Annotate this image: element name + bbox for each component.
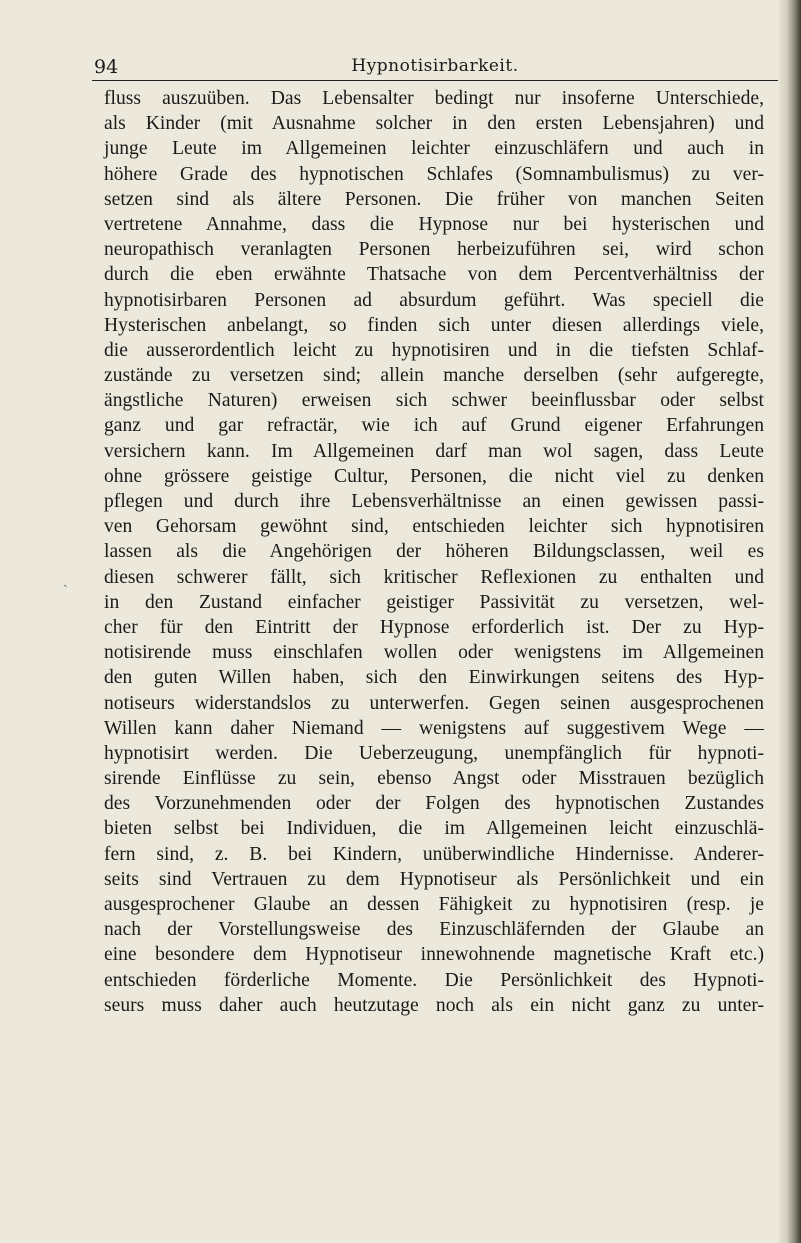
- text-line: als Kinder (mit Ausnahme solcher in den ersten Lebensjahren) und: [104, 113, 764, 135]
- text-line: fluss auszuüben. Das Lebensalter bedingt nur insoferne Unterschiede,: [104, 88, 764, 109]
- text-line: nach der Vorstellungsweise des Einzuschläfernden der Glaube an: [104, 919, 764, 941]
- text-line: eine besondere dem Hypnotiseur innewohnende magnetische Kraft etc.): [104, 944, 764, 966]
- margin-mark: ˏ: [63, 572, 68, 588]
- text-line: entschieden förderliche Momente. Die Persönlichkeit des Hypnoti-: [104, 969, 764, 991]
- text-line: setzen sind als ältere Personen. Die früher von manchen Seiten: [104, 188, 764, 210]
- text-line: seurs muss daher auch heutzutage noch als ein nicht ganz zu unter-: [104, 994, 764, 1016]
- text-line: ausgesprochener Glaube an dessen Fähigkeit zu hypnotisiren (resp. je: [104, 894, 764, 915]
- text-line: den guten Willen haben, sich den Einwirkungen seitens des Hyp-: [104, 667, 764, 689]
- text-line: in den Zustand einfacher geistiger Passivität zu versetzen, wel-: [104, 591, 764, 613]
- text-line: durch die eben erwähnte Thatsache von dem Percentverhältniss der: [104, 264, 764, 286]
- running-title: Hypnotisirbarkeit.: [351, 56, 519, 76]
- text-line: höhere Grade des hypnotischen Schlafes (Somnambulismus) zu ver-: [104, 163, 764, 185]
- text-line: ganz und gar refractär, wie ich auf Grund eigener Erfahrungen: [104, 415, 764, 437]
- text-line: ängstliche Naturen) erweisen sich schwer beeinflussbar oder selbst: [104, 390, 764, 412]
- text-line: cher für den Eintritt der Hypnose erforderlich ist. Der zu Hyp-: [104, 616, 764, 638]
- text-line: lassen als die Angehörigen der höheren Bildungsclassen, weil es: [104, 541, 764, 563]
- text-line: Hysterischen anbelangt, so finden sich unter diesen allerdings viele,: [104, 314, 764, 336]
- text-line: Willen kann daher Niemand — wenigstens auf suggestivem Wege —: [104, 717, 764, 739]
- page-edge-shadow: [779, 0, 801, 1243]
- text-line: sirende Einflüsse zu sein, ebenso Angst oder Misstrauen bezüglich: [104, 768, 764, 790]
- text-line: seits sind Vertrauen zu dem Hypnotiseur als Persönlichkeit und ein: [104, 868, 764, 890]
- text-line: zustände zu versetzen sind; allein manche derselben (sehr aufgeregte,: [104, 365, 764, 387]
- text-line: diesen schwerer fällt, sich kritischer Reflexionen zu enthalten und: [104, 566, 764, 588]
- body-text: [104, 86, 764, 1018]
- text-line: vertretene Annahme, dass die Hypnose nur bei hysterischen und: [104, 213, 764, 235]
- text-line: des Vorzunehmenden oder der Folgen des hypnotischen Zustandes: [104, 793, 764, 815]
- page-number: 94: [94, 56, 119, 78]
- text-line: ohne grössere geistige Cultur, Personen, die nicht viel zu denken: [104, 465, 764, 487]
- text-line: notisirende muss einschlafen wollen oder wenigstens im Allgemeinen: [104, 642, 764, 664]
- text-line: hypnotisirbaren Personen ad absurdum geführt. Was speciell die: [104, 289, 764, 311]
- text-line: ven Gehorsam gewöhnt sind, entschieden leichter sich hypnotisiren: [104, 516, 764, 538]
- text-line: pflegen und durch ihre Lebensverhältnisse an einen gewissen passi-: [104, 491, 764, 512]
- text-line: neuropathisch veranlagten Personen herbeizuführen sei, wird schon: [104, 239, 764, 261]
- text-line: fern sind, z. B. bei Kindern, unüberwindliche Hindernisse. Anderer-: [104, 843, 764, 865]
- text-line: junge Leute im Allgemeinen leichter einzuschläfern und auch in: [104, 138, 764, 160]
- page-header: [92, 56, 778, 81]
- text-line: hypnotisirt werden. Die Ueberzeugung, unempfänglich für hypnoti-: [104, 742, 764, 764]
- text-line: die ausserordentlich leicht zu hypnotisiren und in die tiefsten Schlaf-: [104, 339, 764, 361]
- text-line: bieten selbst bei Individuen, die im Allgemeinen leicht einzuschlä-: [104, 818, 764, 840]
- text-line: notiseurs widerstandslos zu unterwerfen. Gegen seinen ausgesprochenen: [104, 692, 764, 714]
- text-line: versichern kann. Im Allgemeinen darf man wol sagen, dass Leute: [104, 440, 764, 462]
